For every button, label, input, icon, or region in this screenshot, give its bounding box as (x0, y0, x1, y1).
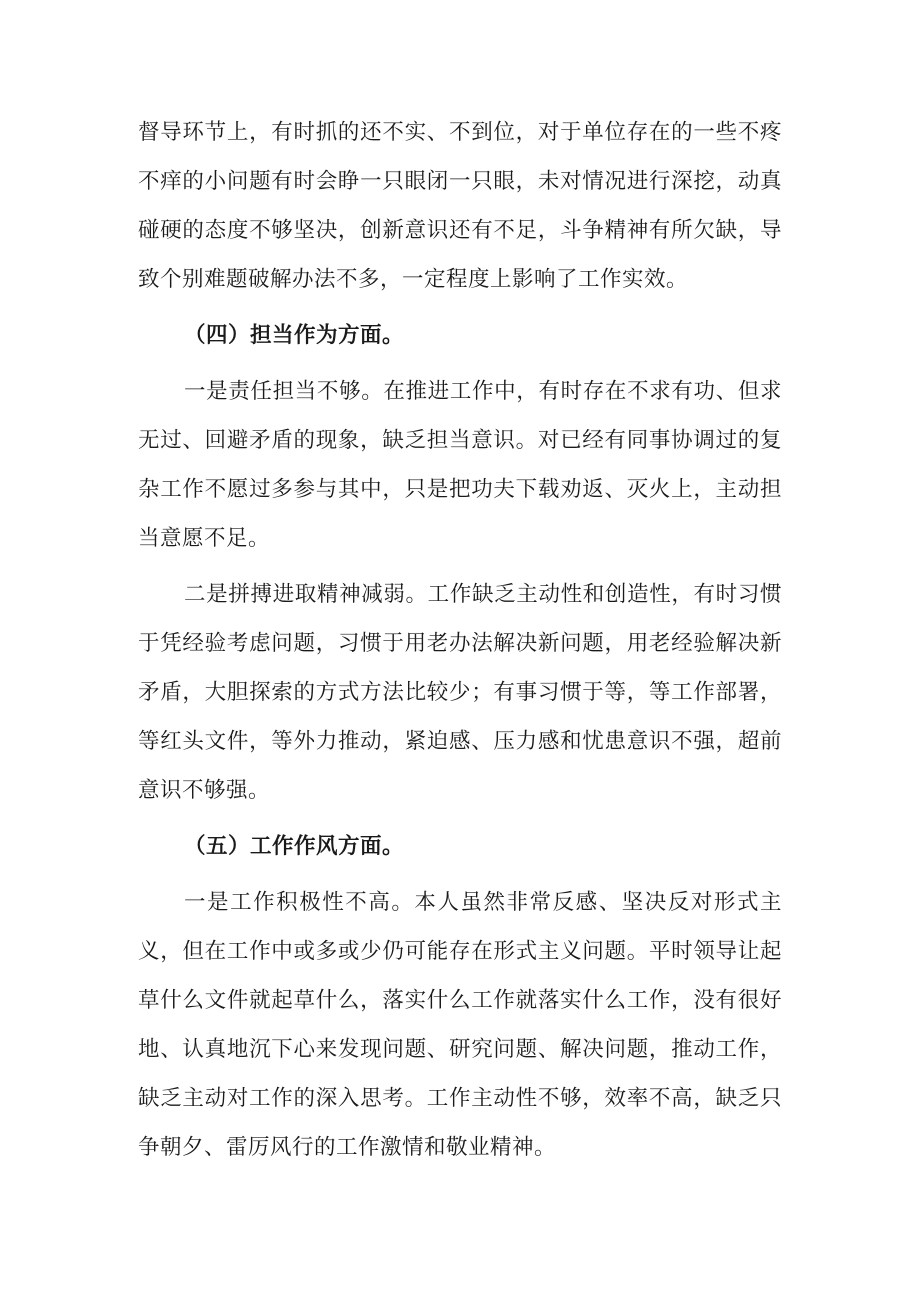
section-heading-four: （四）担当作为方面。 (184, 323, 405, 348)
paragraph-enterprising-spirit: 二是拼搏进取精神减弱。工作缺乏主动性和创造性，有时习惯于凭经验考虑问题，习惯于用老办法解决新问题，用老经验解决新矛盾，大胆探索的方式方法比较少；有事习惯于等，等工作部署，等红头文件，等外力推动，紧迫感、压力感和忧患意识不强，超前意识不够强。 (138, 582, 782, 803)
document-body (138, 108, 782, 1179)
paragraph-work-enthusiasm: 一是工作积极性不高。本人虽然非常反感、坚决反对形式主义，但在工作中或多或少仍可能存在形式主义问题。平时领导让起草什么文件就起草什么，落实什么工作就落实什么工作，没有很好地、认真地沉下心来发现问题、研究问题、解决问题，推动工作，缺乏主动对工作的深入思考。工作主动性不够，效率不高，缺乏只争朝夕、雷厉风行的工作激情和敬业精神。 (138, 890, 782, 1160)
paragraph-continued: 督导环节上，有时抓的还不实、不到位，对于单位存在的一些不疼不痒的小问题有时会睁一只眼闭一只眼，未对情况进行深挖，动真碰硬的态度不够坚决，创新意识还有不足，斗争精神有所欠缺，导致个别难题破解办法不多，一定程度上影响了工作实效。 (138, 120, 782, 292)
section-heading-five: （五）工作作风方面。 (184, 834, 405, 859)
paragraph-responsibility: 一是责任担当不够。在推进工作中，有时存在不求有功、但求无过、回避矛盾的现象，缺乏担当意识。对已经有同事协调过的复杂工作不愿过多参与其中，只是把功夫下载劝返、灭火上，主动担当意愿不足。 (138, 379, 782, 551)
